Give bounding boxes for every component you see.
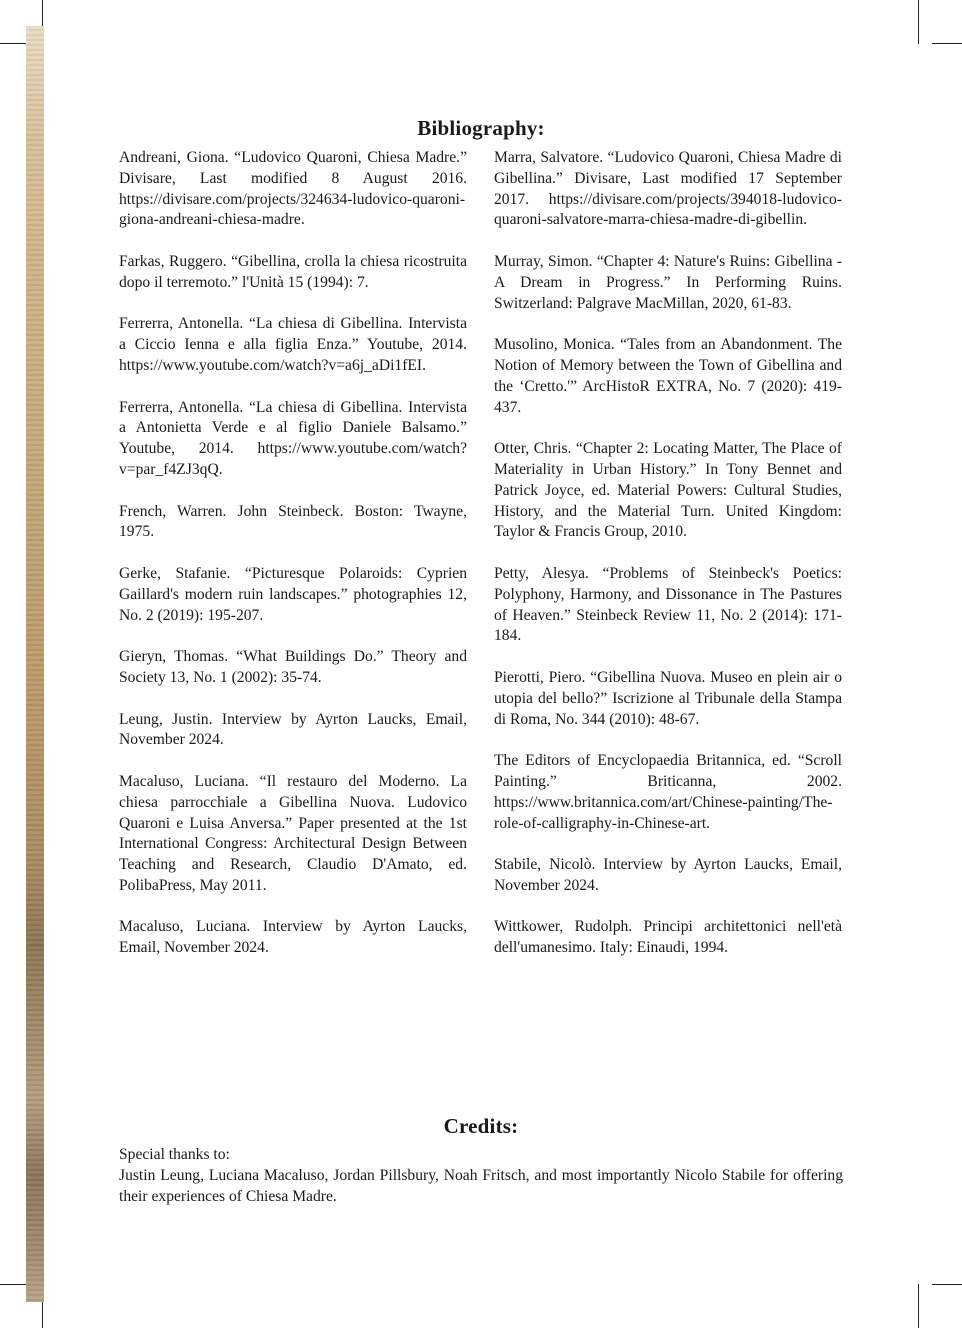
bibliography-entry: Marra, Salvatore. “Ludovico Quaroni, Chiesa Madre di Gibellina.” Divisare, Last modified 17 September 2017. https://divisare.com/projects/394018-ludovico-quaroni-salvatore-marra-chiesa-madre-di-gibellin. <box>494 149 842 229</box>
bibliography-entry: Ferrerra, Antonella. “La chiesa di Gibellina. Intervista a Antonietta Verde e al figlio Daniele Balsamo.” Youtube, 2014. https://www.youtube.com/watch?v=par_f4ZJ3qQ. <box>119 398 467 478</box>
crop-mark <box>918 0 919 44</box>
bibliography-entry: Gerke, Stafanie. “Picturesque Polaroids: Cyprien Gaillard's modern ruin landscapes.” photographies 12, No. 2 (2019): 195-207. <box>119 564 467 624</box>
credits-body: Justin Leung, Luciana Macaluso, Jordan Pillsbury, Noah Fritsch, and most importantly Nicolo Stabile for offering their experiences of Chiesa Madre. <box>119 1166 843 1205</box>
bibliography-right-column <box>494 148 842 980</box>
bibliography-entry: French, Warren. John Steinbeck. Boston: Twayne, 1975. <box>119 502 467 541</box>
bibliography-entry: Andreani, Giona. “Ludovico Quaroni, Chiesa Madre.” Divisare, Last modified 8 August 2016. https://divisare.com/projects/324634-ludovico-quaroni-giona-andreani-chiesa-madre. <box>119 149 467 229</box>
bibliography-entry: Pierotti, Piero. “Gibellina Nuova. Museo en plein air o utopia del bello?” Iscrizione al Tribunale della Stampa di Roma, No. 344 (2010): 48-67. <box>494 668 842 728</box>
credits-heading: Credits: <box>443 1114 519 1138</box>
credits-section <box>119 1145 843 1207</box>
bibliography-entry: Macaluso, Luciana. “Il restauro del Moderno. La chiesa parrocchiale a Gibellina Nuova. Ludovico Quaroni e Luisa Anversa.” Paper presented at the 1st International Congress: Architectural Design Between Teaching and Research, Claudio D'Amato, ed. PolibaPress, May 2011. <box>119 772 467 894</box>
credits-intro: Special thanks to: <box>119 1146 230 1163</box>
bibliography-entry: Leung, Justin. Interview by Ayrton Laucks, Email, November 2024. <box>119 710 467 749</box>
bibliography-entry: Murray, Simon. “Chapter 4: Nature's Ruins: Gibellina - A Dream in Progress.” In Performing Ruins. Switzerland: Palgrave MacMillan, 2020, 61-83. <box>494 252 842 312</box>
bibliography-entry: Otter, Chris. “Chapter 2: Locating Matter, The Place of Materiality in Urban History.” In Tony Bennet and Patrick Joyce, ed. Material Powers: Cultural Studies, History, and the Material Turn. United Kingdom: Taylor & Francis Group, 2010. <box>494 440 842 541</box>
crop-mark <box>918 1284 919 1328</box>
bibliography-entry: Macaluso, Luciana. Interview by Ayrton Laucks, Email, November 2024. <box>119 918 467 957</box>
bibliography-heading: Bibliography: <box>417 116 545 140</box>
decorative-photo-strip <box>26 26 44 1302</box>
bibliography-entry: Petty, Alesya. “Problems of Steinbeck's Poetics: Polyphony, Harmony, and Dissonance in The Pastures of Heaven.” Steinbeck Review 11, No. 2 (2014): 171-184. <box>494 564 842 645</box>
bibliography-entry: Musolino, Monica. “Tales from an Abandonment. The Notion of Memory between the Town of Gibellina and the ‘Cretto.'” ArcHistoR EXTRA, No. 7 (2020): 419-437. <box>494 336 842 416</box>
bibliography-entry: Stabile, Nicolò. Interview by Ayrton Laucks, Email, November 2024. <box>494 856 842 894</box>
bibliography-entry: Farkas, Ruggero. “Gibellina, crolla la chiesa ricostruita dopo il terremoto.” l'Unità 15 (1994): 7. <box>119 252 467 291</box>
bibliography-entry: Ferrerra, Antonella. “La chiesa di Gibellina. Intervista a Ciccio Ienna e alla figlia Enza.” Youtube, 2014. https://www.youtube.com/watch?v=a6j_aDi1fEI. <box>119 315 467 374</box>
crop-mark <box>932 43 962 44</box>
crop-mark <box>932 1284 962 1285</box>
bibliography-entry: Gieryn, Thomas. “What Buildings Do.” Theory and Society 13, No. 1 (2002): 35-74. <box>119 648 467 686</box>
bibliography-left-column <box>119 148 467 980</box>
bibliography-entry: Wittkower, Rudolph. Principi architettonici nell'età dell'umanesimo. Italy: Einaudi, 1994. <box>494 918 842 957</box>
bibliography-entry: The Editors of Encyclopaedia Britannica, ed. “Scroll Painting.” Briticanna, 2002. https://www.britannica.com/art/Chinese-painting/The-role-of-calligraphy-in-Chinese-art. <box>494 752 842 832</box>
